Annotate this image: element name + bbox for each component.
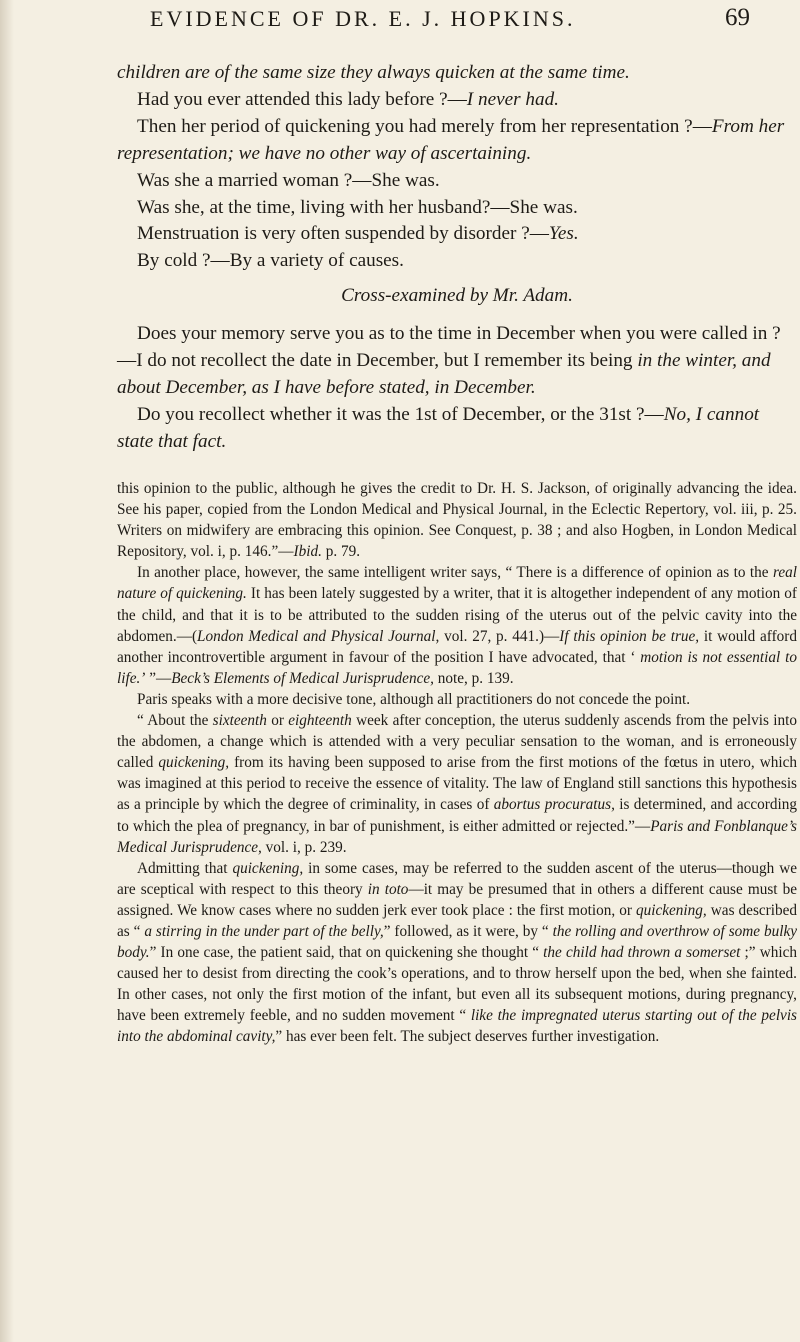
footnote-run: from its having been supposed to arise from the first motions of the fœtus in utero, which was imagined at this period to receive the essence of vitality. The law of England still sanctions this hypothesis as a principle by which the degree of criminality, in cases of (117, 754, 797, 814)
footnote-run: If this opinion be true, (559, 627, 700, 645)
footnote-run: ” has ever been felt. The subject deserves further investigation. (275, 1028, 660, 1046)
footnote-paragraph (117, 689, 797, 710)
footnote-run: vol. i, p. 239. (261, 838, 347, 856)
cross-examination-heading: Cross-examined by Mr. Adam. (341, 285, 573, 307)
qa-line: Had you ever attended this lady before ?—I never had. (137, 88, 559, 110)
footnote-run: Beck’s Elements of Medical Jurisprudence, (171, 669, 434, 687)
footnote-run: eighteenth (288, 712, 352, 730)
footnote-run: Paris speaks with a more decisive tone, although all practitioners do not concede the point. (137, 690, 691, 708)
footnote-paragraph (117, 478, 797, 562)
page-header (150, 6, 750, 42)
footnote-run: like the impregnated uterus starting out of the pelvis into the abdominal cavity, (117, 1007, 797, 1046)
qa-line: Do you recollect whether it was the 1st of December, or the 31st ?—No, I cannot state that fact. (117, 403, 760, 452)
footnote-run: the child had thrown a somerset (543, 944, 741, 962)
footnote-run: quickening, (232, 859, 304, 877)
footnote-run: is determined, and according to which the plea of pregnancy, in bar of punishment, is either admitted or rejected.”— (117, 796, 797, 835)
qa-line: Then her period of quickening you had merely from her representation ?—From her representation; we have no other way of ascertaining. (117, 115, 785, 164)
footnote-run: “ About the (137, 712, 213, 730)
footnote-run: or (266, 712, 289, 730)
footnote-run: vol. 27, p. 441.)— (439, 627, 560, 645)
footnote-run: Admitting that (137, 859, 233, 877)
testimony-text (117, 60, 797, 456)
footnote-paragraph (117, 710, 797, 858)
page-number: 69 (725, 4, 750, 31)
footnote-run: note, p. 139. (433, 669, 514, 687)
page-edge-shadow (0, 0, 14, 1342)
running-head: EVIDENCE OF DR. E. J. HOPKINS. (150, 6, 576, 31)
footnote-paragraph (117, 562, 797, 689)
footnote-run: the rolling and overthrow of some bulky body. (117, 922, 797, 962)
footnote-run: motion is not essential to life.’ (117, 648, 797, 687)
qa-line: Menstruation is very often suspended by disorder ?—Yes. (137, 223, 579, 245)
qa-line: Does your memory serve you as to the time in December when you were called in ?—I do not recollect the date in December, but I remember its being in the winter, and about December, as I have before stated, in December. (117, 323, 781, 398)
footnote-run: in toto (367, 880, 409, 898)
footnote-paragraph (117, 858, 797, 1048)
footnote-run: Paris and Fonblanque’s Medical Jurisprudence, (117, 817, 797, 856)
footnote-run: was described as “ (117, 901, 797, 940)
qa-line: Was she, at the time, living with her husband?—She was. (137, 196, 578, 218)
footnote-run: week after conception, the uterus suddenly ascends from the pelvis into the abdomen, a change which is attended with a very peculiar sensation to the woman, and is erroneously called (117, 712, 797, 772)
footnote-run: it would afford another incontrovertible argument in favour of the position I have advocated, that ‘ (117, 627, 797, 666)
qa-line: Was she a married woman ?—She was. (137, 169, 440, 191)
footnote-run: abortus procuratus, (493, 796, 615, 814)
footnote-run: ;” which caused her to desist from directing the cook’s operations, and to throw herself upon the bed, when she fainted. In other cases, not only the first motion of the infant, but even all its subsequent motions, during pregnancy, have been extremely feeble, and no sudden movement “ (117, 944, 797, 1025)
footnote-run: ” In one case, the patient said, that on quickening she thought “ (149, 944, 544, 962)
footnote-run: quickening, (636, 901, 707, 919)
footnote-run: It has been lately suggested by a writer, that it is altogether independent of any motion of the child, and that it is to be attributed to the sudden rising of the uterus out of the pelvic cavity into the abdomen.—( (117, 585, 797, 645)
footnote-run: In another place, however, the same intelligent writer says, “ There is a difference of opinion as to the (137, 564, 773, 582)
qa-line: By cold ?—By a variety of causes. (137, 250, 404, 272)
footnote-run: Ibid. (293, 543, 322, 561)
footnote-run: ” followed, as it were, by “ (383, 922, 553, 940)
footnote-run: sixteenth (212, 712, 267, 730)
qa-line: children are of the same size they always quicken at the same time. (117, 62, 630, 83)
footnote-run: p. 79. (321, 543, 361, 561)
footnote-run: real nature of quickening. (117, 564, 797, 603)
footnote-run: a stirring in the under part of the belly, (144, 922, 384, 940)
footnote-run: quickening, (158, 754, 230, 772)
footnote-block (117, 478, 797, 1048)
footnote-run: —it may be presumed that in others a different cause must be assigned. We know cases where no sudden jerk ever took place : the first motion, or (117, 880, 797, 919)
footnote-run: in some cases, may be referred to the sudden ascent of the uterus—though we are sceptical with respect to this theory (117, 859, 797, 898)
footnote-run: ”— (145, 669, 172, 687)
footnote-run: this opinion to the public, although he gives the credit to Dr. H. S. Jackson, of originally advancing the idea. See his paper, copied from the London Medical and Physical Journal, in the Eclectic Repertory, vol. iii, p. 25. Writers on midwifery are embracing this opinion. See Conquest, p. 38 ; and also Hogben, in London Medical Repository, vol. i, p. 146.”— (117, 480, 797, 561)
footnote-run: London Medical and Physical Journal, (197, 627, 440, 645)
